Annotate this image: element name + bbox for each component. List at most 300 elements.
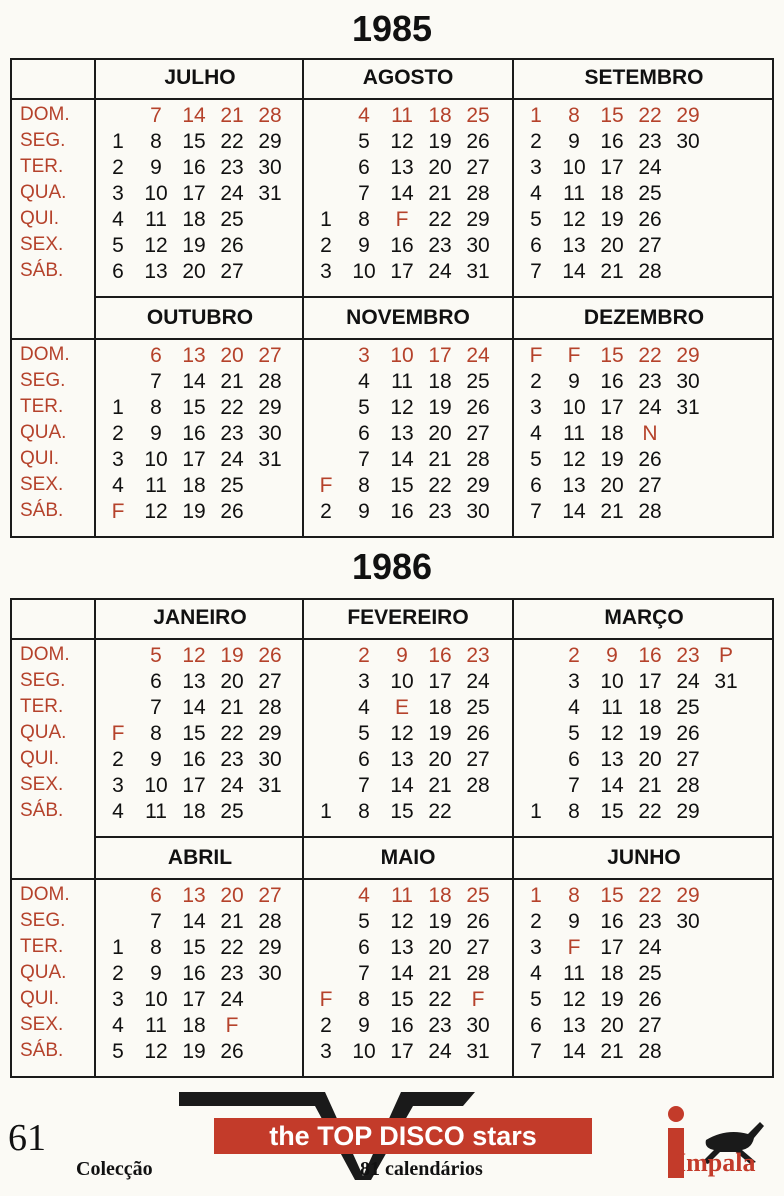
month-header-julho: JULHO [164, 66, 236, 89]
weekday-label: SEX. [20, 1014, 64, 1035]
day-number: 27 [466, 936, 490, 959]
day-number: 6 [358, 422, 370, 445]
day-number: 30 [258, 962, 282, 985]
day-number: 16 [600, 130, 624, 153]
day-number: 2 [530, 130, 542, 153]
day-number: 14 [390, 774, 414, 797]
day-number: 9 [606, 644, 618, 667]
month-header-setembro: SETEMBRO [584, 66, 704, 89]
grid-vline [512, 58, 514, 538]
day-number: 14 [182, 696, 206, 719]
day-number: 22 [638, 104, 662, 127]
day-number: 14 [182, 104, 206, 127]
day-number: 30 [676, 130, 700, 153]
day-number: 12 [562, 208, 586, 231]
day-number: 20 [638, 748, 662, 771]
day-number: 16 [182, 422, 206, 445]
day-number: 19 [220, 644, 244, 667]
day-number: 13 [144, 260, 168, 283]
day-number: 5 [358, 722, 370, 745]
day-number: 22 [638, 800, 662, 823]
month-header-agosto: AGOSTO [362, 66, 454, 89]
day-number: 17 [182, 182, 206, 205]
day-number: 1 [320, 208, 332, 231]
day-number: 20 [220, 670, 244, 693]
day-number: 23 [220, 748, 244, 771]
day-number: 29 [466, 474, 490, 497]
day-number: 5 [112, 1040, 124, 1063]
day-number: 19 [600, 208, 624, 231]
weekday-label: SÁB. [20, 500, 64, 521]
day-number: 22 [428, 208, 452, 231]
grid-vline [302, 58, 304, 538]
day-number: 23 [220, 962, 244, 985]
day-number: 27 [638, 1014, 662, 1037]
day-number: 8 [150, 396, 162, 419]
day-number: 30 [466, 234, 490, 257]
day-number: 15 [600, 884, 624, 907]
day-number: 31 [258, 774, 282, 797]
day-number: 21 [220, 696, 244, 719]
day-number: 23 [676, 644, 700, 667]
day-number: 18 [428, 104, 452, 127]
day-number: 13 [182, 884, 206, 907]
day-number: 21 [600, 500, 624, 523]
day-number: 2 [112, 156, 124, 179]
day-number: 18 [182, 208, 206, 231]
day-number: 1 [112, 396, 124, 419]
day-number: 11 [601, 696, 623, 719]
day-number: 6 [530, 1014, 542, 1037]
day-number: 16 [182, 156, 206, 179]
day-number: 10 [600, 670, 624, 693]
day-number: 28 [258, 696, 282, 719]
day-number: 7 [358, 448, 370, 471]
month-header-janeiro: JANEIRO [153, 606, 247, 629]
day-number: 27 [466, 422, 490, 445]
day-number: 16 [390, 1014, 414, 1037]
day-number: 24 [638, 156, 662, 179]
day-number: 3 [112, 988, 124, 1011]
day-number: 28 [676, 774, 700, 797]
day-number: F [529, 344, 543, 367]
day-number: 3 [530, 156, 542, 179]
day-number: 23 [638, 130, 662, 153]
day-number: 2 [112, 962, 124, 985]
day-number: 14 [562, 260, 586, 283]
month-header-março: MARÇO [604, 606, 684, 629]
day-number: 2 [530, 910, 542, 933]
day-number: 4 [568, 696, 580, 719]
day-number: 19 [638, 722, 662, 745]
day-number: 11 [391, 104, 413, 127]
day-number: 3 [358, 344, 370, 367]
day-number: 13 [390, 936, 414, 959]
day-number: 16 [600, 910, 624, 933]
day-number: 10 [144, 988, 168, 1011]
grid-hline [10, 338, 774, 340]
day-number: 29 [258, 396, 282, 419]
day-number: 15 [182, 722, 206, 745]
day-number: 11 [145, 800, 167, 823]
day-number: 16 [390, 500, 414, 523]
day-number: 24 [428, 260, 452, 283]
day-number: 23 [220, 422, 244, 445]
day-number: 29 [466, 208, 490, 231]
day-number: 16 [428, 644, 452, 667]
day-number: 18 [600, 962, 624, 985]
day-number: 17 [600, 156, 624, 179]
day-number: 9 [150, 748, 162, 771]
day-number: 21 [220, 910, 244, 933]
day-number: 19 [182, 500, 206, 523]
day-number: 24 [466, 344, 490, 367]
day-number: 22 [220, 396, 244, 419]
month-header-fevereiro: FEVEREIRO [347, 606, 469, 629]
day-number: 20 [428, 422, 452, 445]
day-number: 2 [320, 234, 332, 257]
day-number: 7 [150, 910, 162, 933]
day-number: 28 [258, 370, 282, 393]
day-number: 22 [220, 130, 244, 153]
weekday-label: SEG. [20, 670, 66, 691]
day-number: 21 [428, 962, 452, 985]
day-number: 16 [600, 370, 624, 393]
day-number: 14 [562, 1040, 586, 1063]
weekday-label: SEG. [20, 910, 66, 931]
day-number: 23 [466, 644, 490, 667]
day-number: 26 [220, 234, 244, 257]
day-number: 2 [112, 748, 124, 771]
day-number: 10 [562, 156, 586, 179]
day-number: 14 [600, 774, 624, 797]
day-number: 14 [390, 962, 414, 985]
day-number: 26 [466, 722, 490, 745]
day-number: 7 [530, 1040, 542, 1063]
day-number: 6 [530, 474, 542, 497]
day-number: F [471, 988, 485, 1011]
day-number: 10 [144, 448, 168, 471]
day-number: 20 [428, 748, 452, 771]
day-number: 8 [568, 884, 580, 907]
weekday-label: QUA. [20, 422, 67, 443]
day-number: 22 [428, 800, 452, 823]
day-number: 11 [391, 884, 413, 907]
day-number: F [111, 500, 125, 523]
day-number: 8 [150, 936, 162, 959]
day-number: 29 [676, 884, 700, 907]
day-number: 17 [182, 448, 206, 471]
day-number: 22 [638, 884, 662, 907]
day-number: 15 [600, 104, 624, 127]
day-number: 26 [220, 500, 244, 523]
day-number: 13 [600, 748, 624, 771]
day-number: 12 [390, 722, 414, 745]
day-number: 9 [568, 910, 580, 933]
day-number: 20 [600, 474, 624, 497]
day-number: 12 [390, 130, 414, 153]
day-number: 8 [358, 208, 370, 231]
day-number: 30 [258, 422, 282, 445]
day-number: 11 [563, 182, 585, 205]
day-number: 25 [466, 696, 490, 719]
day-number: 30 [676, 370, 700, 393]
day-number: 27 [676, 748, 700, 771]
day-number: 12 [182, 644, 206, 667]
day-number: 7 [150, 696, 162, 719]
weekday-label: DOM. [20, 344, 70, 365]
day-number: 15 [390, 988, 414, 1011]
weekday-label: DOM. [20, 884, 70, 905]
grid-hline [10, 98, 774, 100]
day-number: 31 [466, 260, 490, 283]
weekday-label: QUI. [20, 988, 60, 1009]
day-number: 2 [530, 370, 542, 393]
day-number: 27 [220, 260, 244, 283]
day-number: 15 [390, 800, 414, 823]
day-number: 4 [358, 104, 370, 127]
day-number: 19 [182, 234, 206, 257]
grid-hline [96, 296, 774, 298]
day-number: 29 [258, 722, 282, 745]
day-number: 7 [150, 104, 162, 127]
day-number: 21 [428, 448, 452, 471]
day-number: 21 [600, 1040, 624, 1063]
day-number: 17 [182, 774, 206, 797]
day-number: 22 [428, 988, 452, 1011]
day-number: 17 [390, 1040, 414, 1063]
day-number: 10 [352, 260, 376, 283]
weekday-label: SÁB. [20, 1040, 64, 1061]
weekday-label: DOM. [20, 644, 70, 665]
weekday-label: DOM. [20, 104, 70, 125]
day-number: 4 [530, 182, 542, 205]
day-number: 20 [428, 156, 452, 179]
day-number: 1 [320, 800, 332, 823]
day-number: 16 [390, 234, 414, 257]
day-number: 10 [390, 670, 414, 693]
month-header-dezembro: DEZEMBRO [583, 306, 705, 329]
day-number: 13 [182, 344, 206, 367]
day-number: 12 [144, 1040, 168, 1063]
day-number: 1 [530, 884, 542, 907]
day-number: 24 [220, 448, 244, 471]
day-number: 13 [390, 156, 414, 179]
day-number: 5 [358, 396, 370, 419]
grid-vline [512, 598, 514, 1078]
day-number: 7 [530, 260, 542, 283]
day-number: 9 [358, 234, 370, 257]
day-number: 9 [358, 1014, 370, 1037]
day-number: 3 [320, 260, 332, 283]
day-number: 18 [182, 1014, 206, 1037]
day-number: 22 [220, 722, 244, 745]
day-number: 7 [358, 774, 370, 797]
day-number: 5 [530, 988, 542, 1011]
day-number: 5 [112, 234, 124, 257]
day-number: 26 [638, 988, 662, 1011]
day-number: 30 [676, 910, 700, 933]
day-number: 3 [112, 448, 124, 471]
day-number: 2 [320, 500, 332, 523]
day-number: 9 [568, 130, 580, 153]
day-number: 26 [638, 208, 662, 231]
day-number: 12 [600, 722, 624, 745]
day-number: 7 [358, 962, 370, 985]
weekday-label: SÁB. [20, 800, 64, 821]
day-number: 18 [428, 696, 452, 719]
day-number: 17 [428, 344, 452, 367]
weekday-label: TER. [20, 396, 64, 417]
day-number: 14 [390, 448, 414, 471]
day-number: 24 [220, 774, 244, 797]
day-number: 24 [638, 936, 662, 959]
day-number: 23 [638, 370, 662, 393]
weekday-label: TER. [20, 156, 64, 177]
day-number: 21 [428, 774, 452, 797]
weekday-label: QUI. [20, 748, 60, 769]
day-number: 25 [638, 962, 662, 985]
day-number: 24 [676, 670, 700, 693]
day-number: 23 [428, 234, 452, 257]
card-number: 61 [8, 1117, 46, 1159]
day-number: 11 [391, 370, 413, 393]
day-number: 23 [428, 1014, 452, 1037]
day-number: 5 [530, 448, 542, 471]
grid-hline [96, 836, 774, 838]
day-number: 22 [638, 344, 662, 367]
day-number: 16 [638, 644, 662, 667]
day-number: 10 [390, 344, 414, 367]
day-number: 24 [220, 988, 244, 1011]
weekday-label: SEX. [20, 774, 64, 795]
day-number: 16 [182, 748, 206, 771]
day-number: 25 [638, 182, 662, 205]
day-number: 30 [258, 748, 282, 771]
day-number: 6 [358, 936, 370, 959]
day-number: 12 [562, 988, 586, 1011]
weekday-label: TER. [20, 936, 64, 957]
day-number: 10 [352, 1040, 376, 1063]
weekday-label: SEG. [20, 370, 66, 391]
weekday-label: TER. [20, 696, 64, 717]
day-number: 13 [562, 1014, 586, 1037]
day-number: 5 [358, 130, 370, 153]
day-number: 20 [600, 1014, 624, 1037]
day-number: N [642, 422, 658, 445]
day-number: 10 [144, 182, 168, 205]
weekday-label: QUI. [20, 448, 60, 469]
day-number: 17 [428, 670, 452, 693]
day-number: 24 [638, 396, 662, 419]
day-number: 15 [182, 130, 206, 153]
day-number: 1 [112, 130, 124, 153]
day-number: 29 [676, 104, 700, 127]
day-number: F [225, 1014, 239, 1037]
day-number: 9 [396, 644, 408, 667]
day-number: 9 [568, 370, 580, 393]
day-number: 20 [600, 234, 624, 257]
day-number: 29 [258, 936, 282, 959]
day-number: 15 [390, 474, 414, 497]
day-number: 7 [568, 774, 580, 797]
day-number: 6 [568, 748, 580, 771]
day-number: 7 [150, 370, 162, 393]
day-number: 12 [390, 396, 414, 419]
day-number: 4 [358, 696, 370, 719]
day-number: 8 [150, 130, 162, 153]
grid-vline [302, 598, 304, 1078]
day-number: 27 [258, 670, 282, 693]
day-number: 27 [638, 234, 662, 257]
weekday-label: QUA. [20, 182, 67, 203]
day-number: 6 [112, 260, 124, 283]
day-number: 7 [530, 500, 542, 523]
day-number: 19 [600, 988, 624, 1011]
day-number: 7 [358, 182, 370, 205]
day-number: 28 [466, 962, 490, 985]
day-number: 25 [220, 474, 244, 497]
day-number: 26 [258, 644, 282, 667]
day-number: 13 [182, 670, 206, 693]
day-number: 8 [150, 722, 162, 745]
day-number: E [394, 696, 409, 719]
day-number: 19 [428, 130, 452, 153]
day-number: 11 [145, 474, 167, 497]
day-number: 3 [358, 670, 370, 693]
day-number: 13 [390, 422, 414, 445]
day-number: 21 [220, 104, 244, 127]
month-header-outubro: OUTUBRO [146, 306, 254, 329]
day-number: 20 [428, 936, 452, 959]
day-number: 25 [466, 104, 490, 127]
day-number: 2 [112, 422, 124, 445]
day-number: 9 [150, 962, 162, 985]
day-number: 19 [428, 910, 452, 933]
grid-hline [10, 878, 774, 880]
day-number: 27 [258, 344, 282, 367]
weekday-label: SEX. [20, 474, 64, 495]
day-number: 4 [530, 962, 542, 985]
calendars-count: 81 calendários [360, 1158, 483, 1180]
day-number: 23 [638, 910, 662, 933]
day-number: 2 [568, 644, 580, 667]
day-number: 25 [466, 884, 490, 907]
day-number: 11 [563, 962, 585, 985]
day-number: 5 [530, 208, 542, 231]
day-number: 4 [112, 800, 124, 823]
day-number: 8 [568, 104, 580, 127]
day-number: 18 [638, 696, 662, 719]
day-number: 14 [562, 500, 586, 523]
day-number: 30 [466, 1014, 490, 1037]
day-number: 23 [220, 156, 244, 179]
day-number: 31 [466, 1040, 490, 1063]
day-number: 21 [220, 370, 244, 393]
day-number: F [319, 474, 333, 497]
day-number: 1 [112, 936, 124, 959]
day-number: 29 [676, 344, 700, 367]
day-number: 26 [466, 130, 490, 153]
day-number: 29 [258, 130, 282, 153]
day-number: 10 [144, 774, 168, 797]
day-number: 28 [638, 260, 662, 283]
top-disco-stars-banner: the TOP DISCO stars [214, 1118, 592, 1154]
day-number: 9 [150, 156, 162, 179]
day-number: 27 [466, 748, 490, 771]
day-number: 31 [258, 182, 282, 205]
day-number: 4 [358, 370, 370, 393]
